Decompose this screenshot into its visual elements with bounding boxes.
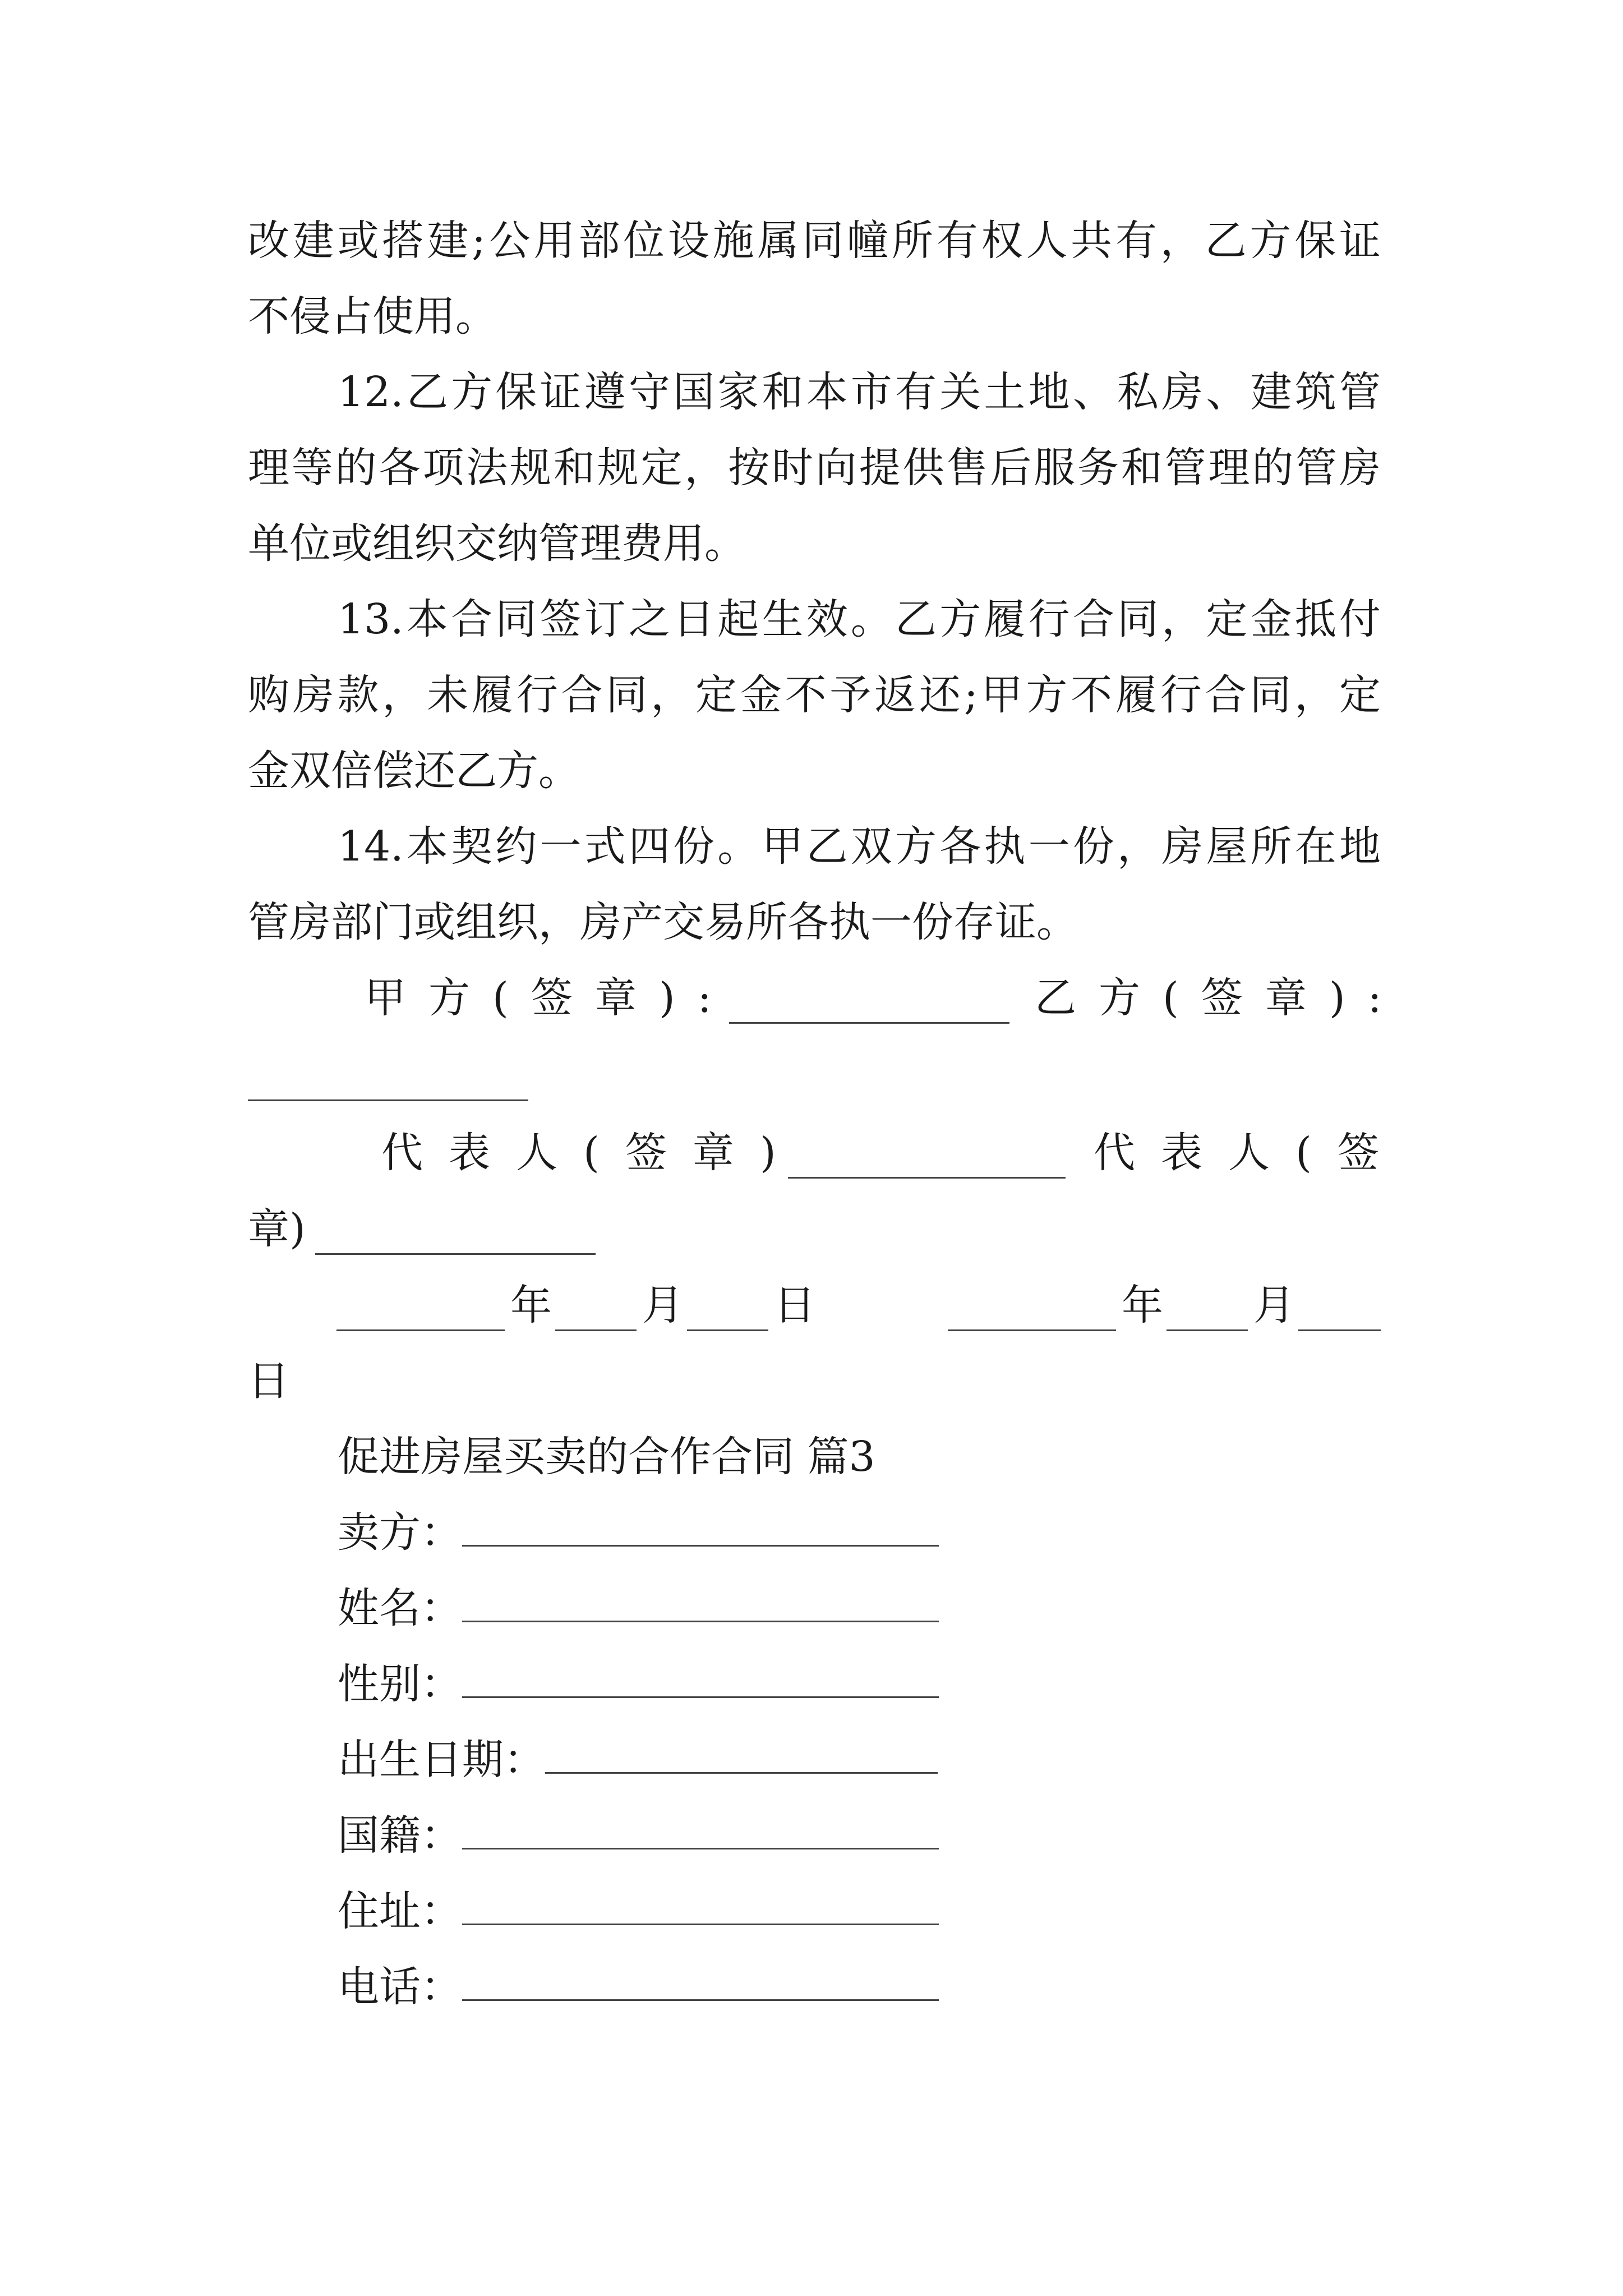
- clause-11-line-2: 不侵占使用。: [248, 292, 497, 341]
- clause-11-line-1: 改建或搭建;公用部位设施属同幢所有权人共有，乙方保证: [248, 217, 1381, 265]
- rep-b-signature-blank[interactable]: [315, 1248, 596, 1255]
- field-address: [338, 1887, 939, 1935]
- field-birthdate: [338, 1736, 938, 1784]
- clause-12-line-1: 12.乙方保证遵守国家和本市有关土地、私房、建筑管: [338, 368, 1381, 416]
- date-a-month-blank[interactable]: [555, 1324, 637, 1331]
- date-a-year-blank[interactable]: [336, 1324, 505, 1331]
- clause-12-line-3: 单位或组织交纳管理费用。: [248, 519, 746, 568]
- field-seller-input[interactable]: [462, 1539, 939, 1547]
- field-gender-input[interactable]: [462, 1691, 939, 1698]
- rep-b-label-end: 章): [248, 1205, 306, 1253]
- field-birthdate-input[interactable]: [545, 1766, 938, 1774]
- field-address-input[interactable]: [462, 1918, 939, 1925]
- clause-13-line-3: 金双倍偿还乙方。: [248, 747, 580, 795]
- field-name: [338, 1584, 939, 1632]
- field-name-label: 姓名：: [338, 1584, 462, 1632]
- date-b-month-label: 月: [1253, 1281, 1295, 1329]
- field-phone-input[interactable]: [462, 1994, 939, 2001]
- field-nationality-input[interactable]: [462, 1842, 939, 1849]
- rep-b-label: 代表人(签: [1094, 1129, 1405, 1177]
- date-a-year-label: 年: [510, 1281, 552, 1329]
- date-b-year-blank[interactable]: [948, 1324, 1116, 1331]
- field-seller-label: 卖方：: [338, 1508, 462, 1557]
- field-nationality-label: 国籍：: [338, 1811, 462, 1860]
- date-b-month-blank[interactable]: [1166, 1324, 1248, 1331]
- party-a-signature-label: 甲方(签章):: [365, 974, 734, 1022]
- field-nationality: [338, 1811, 939, 1860]
- field-birthdate-label: 出生日期：: [338, 1736, 545, 1784]
- date-b-day-label: 日: [248, 1357, 289, 1405]
- clause-12-line-2: 理等的各项法规和规定，按时向提供售后服务和管理的管房: [248, 444, 1381, 492]
- field-gender-label: 性别：: [338, 1660, 462, 1708]
- date-b-year-label: 年: [1122, 1281, 1163, 1329]
- section-3-title: 促进房屋买卖的合作合同 篇3: [338, 1433, 875, 1481]
- party-a-signature-blank[interactable]: [729, 1016, 1009, 1024]
- clause-13-line-1: 13.本合同签订之日起生效。乙方履行合同，定金抵付: [338, 595, 1381, 643]
- rep-a-signature-blank[interactable]: [788, 1171, 1066, 1179]
- clause-14-line-1: 14.本契约一式四份。甲乙双方各执一份，房屋所在地: [338, 822, 1381, 871]
- clause-13-line-2: 购房款，未履行合同，定金不予返还;甲方不履行合同，定: [248, 671, 1381, 719]
- date-a-day-label: 日: [774, 1281, 815, 1329]
- clause-14-line-2: 管房部门或组织，房产交易所各执一份存证。: [248, 898, 1078, 946]
- field-phone-label: 电话：: [338, 1963, 462, 2011]
- date-b-day-blank[interactable]: [1298, 1324, 1381, 1331]
- rep-a-label: 代表人(签章): [381, 1129, 802, 1177]
- field-address-label: 住址：: [338, 1887, 462, 1935]
- date-a-day-blank[interactable]: [687, 1324, 768, 1331]
- date-a-month-label: 月: [642, 1281, 684, 1329]
- party-b-signature-label: 乙方(签章):: [1035, 974, 1404, 1022]
- field-seller: [338, 1508, 939, 1557]
- field-phone: [338, 1963, 939, 2011]
- field-gender: [338, 1660, 939, 1708]
- field-name-input[interactable]: [462, 1615, 939, 1622]
- party-b-signature-blank[interactable]: [248, 1094, 528, 1101]
